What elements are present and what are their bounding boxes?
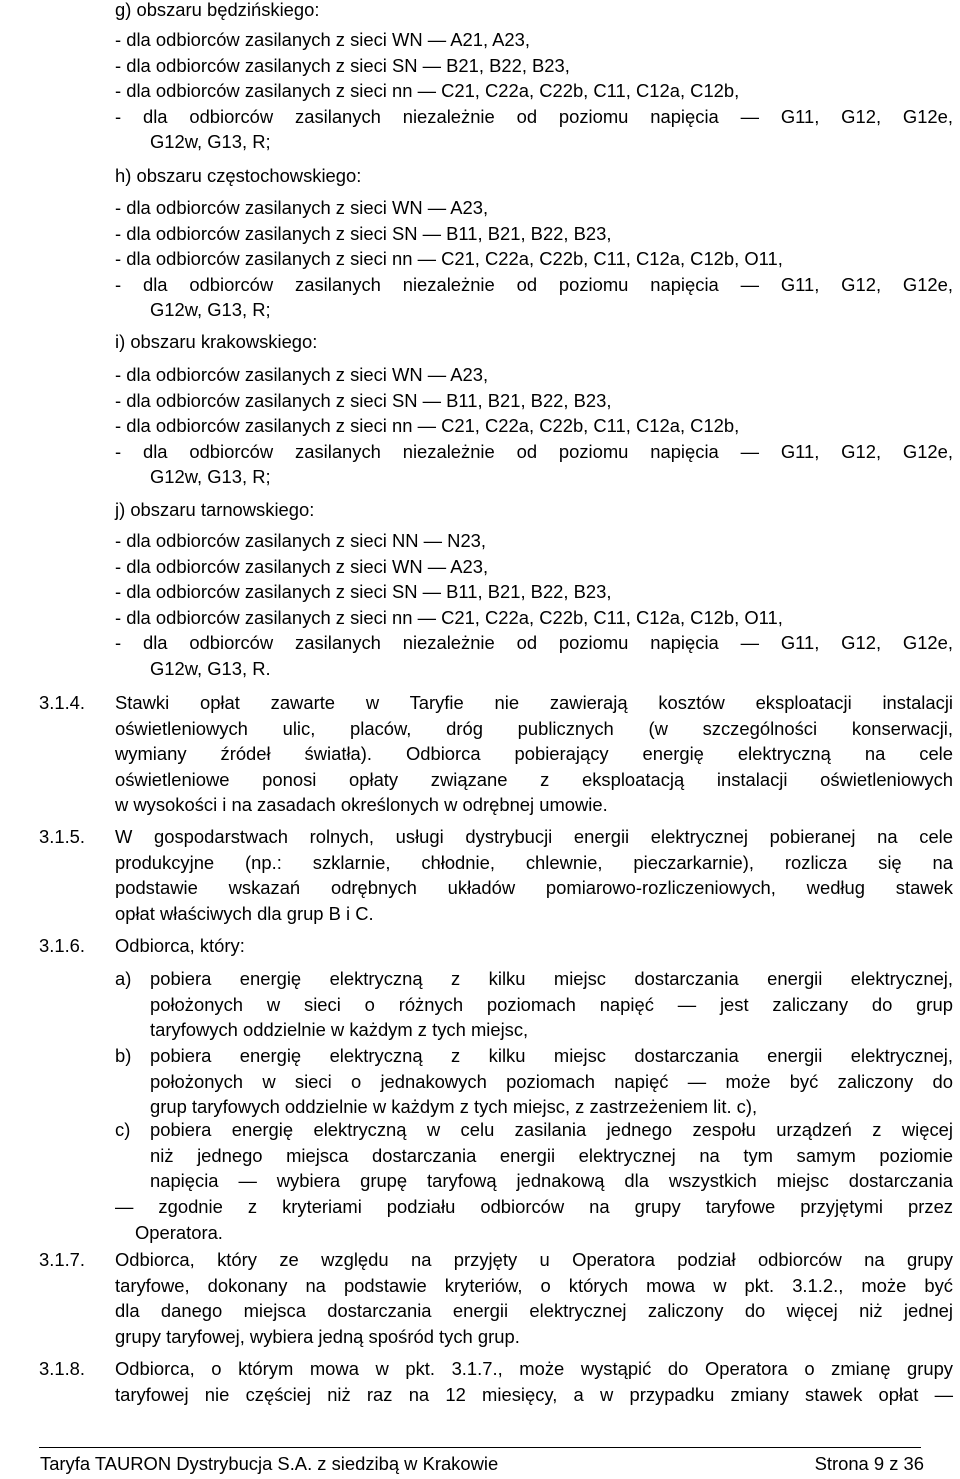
item-c-continuation: — zgodnie z kryteriami podziału odbiorców na grupy taryfowe przyjętymi przez Operatora.: [115, 1196, 953, 1243]
section-g-list: [115, 27, 953, 155]
section-h-heading: h) obszaru częstochowskiego:: [115, 165, 362, 186]
page-number: Strona 9 z 36: [814, 1453, 924, 1474]
list-item: - dla odbiorców zasilanych z sieci SN — B11, B21, B22, B23,: [115, 389, 612, 411]
section-i-heading: i) obszaru krakowskiego:: [115, 331, 318, 352]
list-item: - dla odbiorców zasilanych z sieci WN — A23,: [115, 555, 489, 577]
list-item: - dla odbiorców zasilanych niezależnie od poziomu napięcia — G11, G12, G12e,: [115, 440, 953, 462]
list-item: - dla odbiorców zasilanych z sieci SN — B11, B21, B22, B23,: [115, 581, 612, 603]
section-3-1-5-text: W gospodarstwach rolnych, usługi dystrybucji energii elektrycznej pobieranej na cele produkcyjne (np.: szklarnie, chłodnie, chlewnie, pieczarkarnie), rozlicza się na podstawie wskazań odrębnych układów pomiarowo-rozliczeniowych, według stawek opłat właściwych dla grup B i C.: [115, 826, 953, 924]
list-item: - dla odbiorców zasilanych z sieci SN — B21, B22, B23,: [115, 54, 570, 76]
list-item: - dla odbiorców zasilanych z sieci WN — A23,: [115, 364, 489, 385]
section-number-3-1-5: 3.1.5.: [39, 826, 86, 847]
list-item: - dla odbiorców zasilanych z sieci WN — A21, A23,: [115, 29, 530, 50]
section-i-list: [115, 362, 953, 490]
list-item: - dla odbiorców zasilanych z sieci SN — B11, B21, B22, B23,: [115, 222, 612, 244]
footer-title: Taryfa TAURON Dystrybucja S.A. z siedzibą w Krakowie: [40, 1453, 499, 1474]
section-3-1-8-text: Odbiorca, o którym mowa w pkt. 3.1.7., może wystąpić do Operatora o zmianę grupy taryfowej nie częściej niż raz na 12 miesięcy, a w przypadku zmiany stawek opłat —: [115, 1358, 953, 1405]
list-item-continuation: G12w, G13, R;: [150, 466, 271, 488]
list-item: - dla odbiorców zasilanych z sieci nn — C21, C22a, C22b, C11, C12a, C12b,: [115, 415, 740, 437]
section-h-list: [115, 195, 953, 323]
section-number-3-1-6: 3.1.6.: [39, 935, 86, 956]
item-b-label: b): [115, 1045, 132, 1066]
list-item: - dla odbiorców zasilanych z sieci WN — A23,: [115, 197, 489, 218]
list-item: - dla odbiorców zasilanych niezależnie od poziomu napięcia — G11, G12, G12e,: [115, 632, 953, 654]
item-a-text: pobiera energię elektryczną z kilku miejsc dostarczania energii elektrycznej, położonych w sieci o różnych poziomach napięć — jest zaliczany do grup taryfowych oddzielnie w każdym z tych miejsc,: [150, 968, 953, 1041]
section-3-1-6-intro: Odbiorca, który:: [115, 935, 245, 956]
section-3-1-7-text: Odbiorca, który ze względu na przyjęty u Operatora podział odbiorców na grupy taryfowe, dokonany na podstawie kryteriów, o których mowa w pkt. 3.1.2., może być dla danego miejsca dostarczania energii elektrycznej zaliczony do więcej niż jednej grupy taryfowej, wybiera jedną spośród tych grup.: [115, 1249, 953, 1347]
section-number-3-1-4: 3.1.4.: [39, 692, 86, 713]
list-item-continuation: G12w, G13, R;: [150, 131, 271, 153]
section-3-1-4-text: Stawki opłat zawarte w Taryfie nie zawierają kosztów eksploatacji instalacji oświetleniowych ulic, placów, dróg publicznych (w szczególności konserwacji, wymiany źródeł światła). Odbiorca pobierający energię elektryczną na cele oświetleniowe ponosi opłaty związane z eksploatacją instalacji oświetleniowych w wysokości i na zasadach określonych w odrębnej umowie.: [115, 692, 953, 816]
item-a-label: a): [115, 968, 132, 989]
list-item: - dla odbiorców zasilanych niezależnie od poziomu napięcia — G11, G12, G12e,: [115, 105, 953, 127]
list-item-continuation: G12w, G13, R.: [150, 657, 271, 679]
list-item: - dla odbiorców zasilanych z sieci nn — C21, C22a, C22b, C11, C12a, C12b,: [115, 80, 740, 102]
footer-divider: [39, 1447, 921, 1448]
section-number-3-1-8: 3.1.8.: [39, 1358, 86, 1379]
list-item: - dla odbiorców zasilanych z sieci nn — C21, C22a, C22b, C11, C12a, C12b, O11,: [115, 606, 783, 628]
section-j-heading: j) obszaru tarnowskiego:: [115, 499, 315, 520]
section-j-list: [115, 528, 953, 682]
list-item: - dla odbiorców zasilanych z sieci NN — N23,: [115, 530, 487, 551]
item-b-text: pobiera energię elektryczną z kilku miejsc dostarczania energii elektrycznej, położonych w sieci o jednakowych poziomach napięć — może być zaliczony do grup taryfowych oddzielnie w każdym z tych miejsc, z zastrzeżeniem lit. c),: [150, 1045, 953, 1118]
section-number-3-1-7: 3.1.7.: [39, 1249, 86, 1270]
item-c-label: c): [115, 1119, 131, 1140]
list-item-continuation: G12w, G13, R;: [150, 299, 271, 321]
list-item: - dla odbiorców zasilanych niezależnie od poziomu napięcia — G11, G12, G12e,: [115, 273, 953, 295]
item-c-text: pobiera energię elektryczną w celu zasilania jednego zespołu urządzeń z więcej niż jednego miejsca dostarczania energii elektrycznej na tym samym poziomie napięcia — wybiera grupę taryfową jednakową dla wszystkich miejsc dostarczania: [150, 1119, 953, 1192]
list-item: - dla odbiorców zasilanych z sieci nn — C21, C22a, C22b, C11, C12a, C12b, O11,: [115, 248, 783, 270]
section-g-heading: g) obszaru będzińskiego:: [115, 0, 320, 20]
